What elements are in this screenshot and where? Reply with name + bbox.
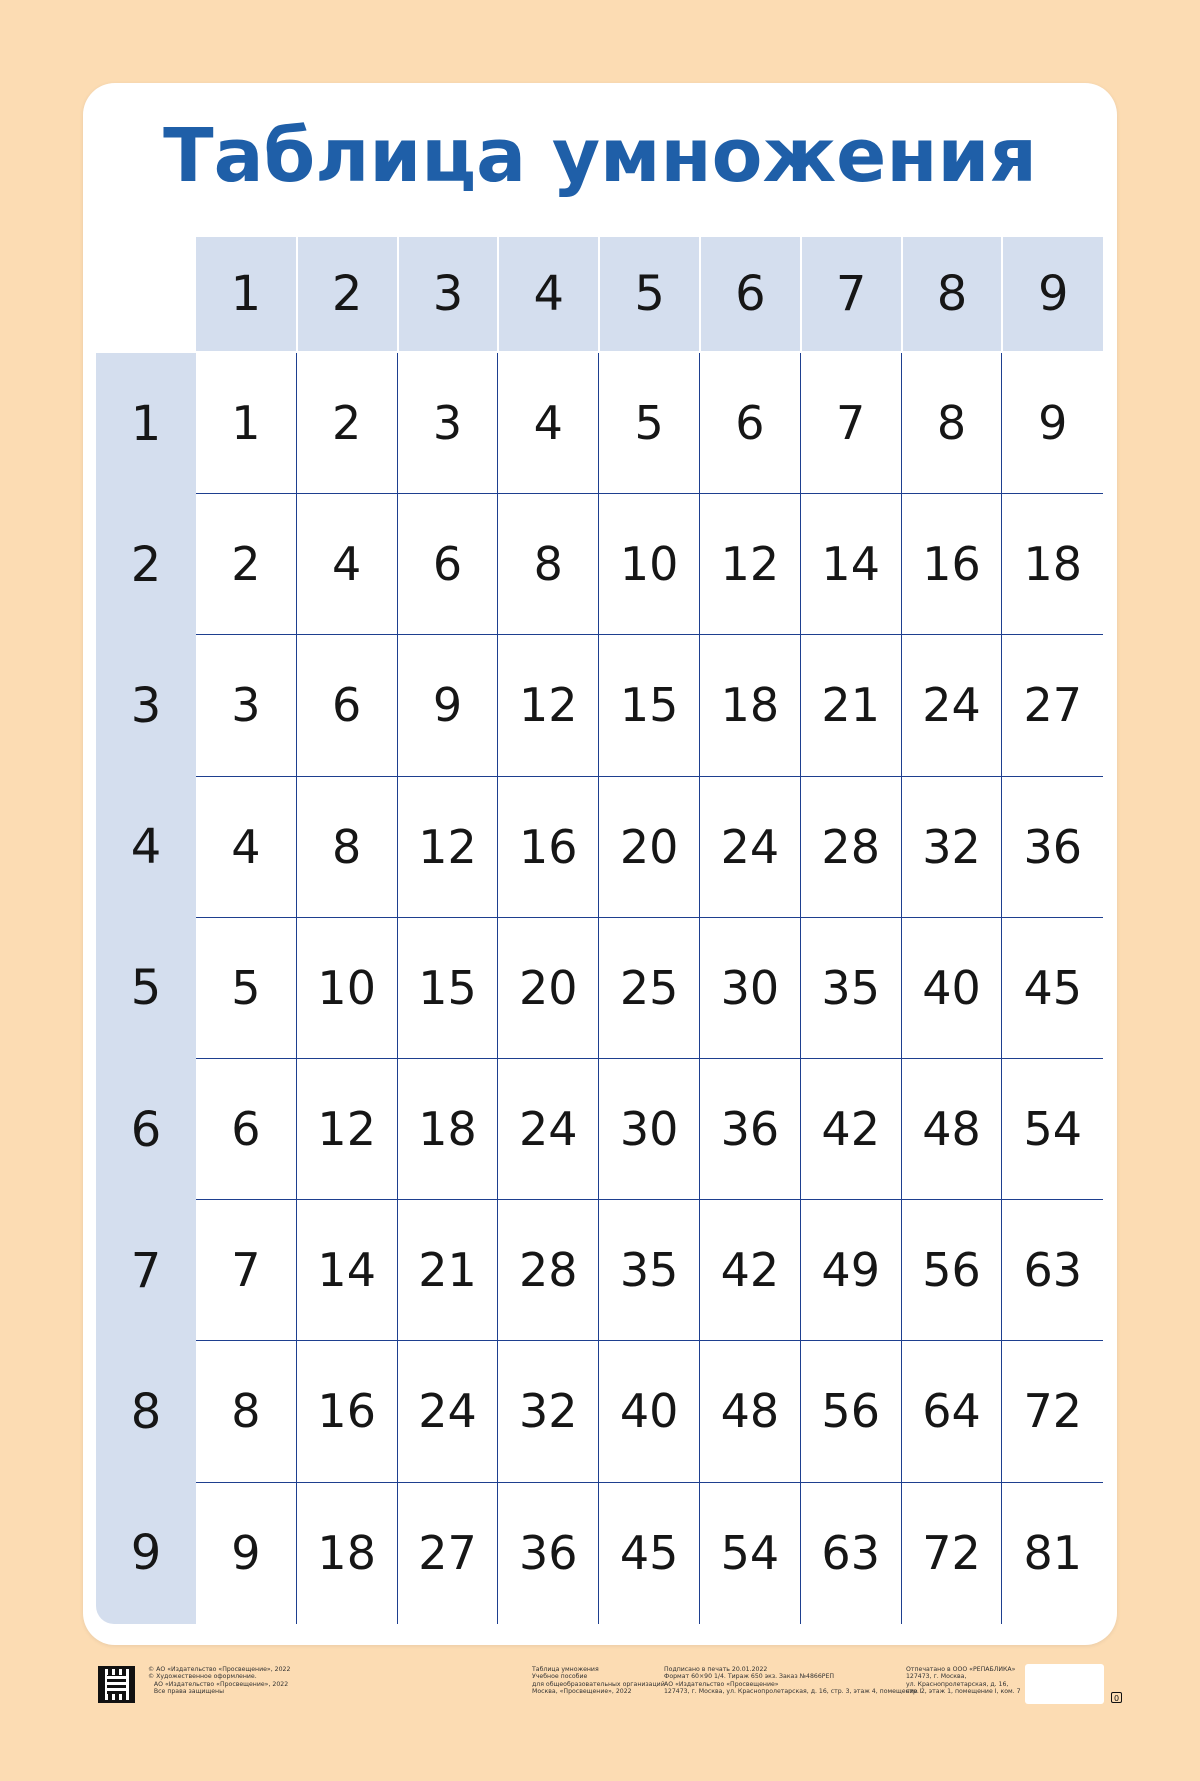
product-cell: 45 — [1002, 918, 1103, 1059]
product-cell: 3 — [196, 635, 297, 776]
product-cell: 56 — [801, 1341, 902, 1482]
footer-print-info: Подписано в печать 20.01.2022 Формат 60×90 1/4. Тираж 650 экз. Заказ №4866РЕП АО «Издательство «Просвещение» 127473, г. Москва, ул. Краснопролетарская, д. 16, стр. 3, этаж 4, помещение I — [664, 1666, 922, 1696]
poster-card — [83, 83, 1117, 1645]
product-cell: 42 — [700, 1200, 801, 1341]
product-cell: 24 — [902, 635, 1003, 776]
product-cell: 28 — [801, 777, 902, 918]
poster-title: Таблица умножения — [163, 113, 1037, 199]
product-cell: 9 — [1002, 353, 1103, 494]
product-cell: 63 — [1002, 1200, 1103, 1341]
product-cell: 3 — [398, 353, 499, 494]
row-header: 7 — [96, 1200, 196, 1341]
product-cell: 15 — [398, 918, 499, 1059]
product-cell: 14 — [297, 1200, 398, 1341]
product-cell: 15 — [599, 635, 700, 776]
product-cell: 5 — [196, 918, 297, 1059]
product-cell: 27 — [398, 1483, 499, 1624]
product-cell: 30 — [700, 918, 801, 1059]
product-cell: 18 — [297, 1483, 398, 1624]
product-cell: 2 — [196, 494, 297, 635]
product-cell: 35 — [801, 918, 902, 1059]
column-header: 1 — [196, 237, 296, 351]
product-cell: 5 — [599, 353, 700, 494]
product-cell: 9 — [196, 1483, 297, 1624]
product-cell: 36 — [498, 1483, 599, 1624]
product-cell: 8 — [498, 494, 599, 635]
product-cell: 12 — [297, 1059, 398, 1200]
product-cell: 63 — [801, 1483, 902, 1624]
product-cell: 54 — [700, 1483, 801, 1624]
product-cell: 6 — [297, 635, 398, 776]
column-header: 5 — [600, 237, 699, 351]
product-cell: 36 — [1002, 777, 1103, 918]
row-header: 3 — [96, 635, 196, 776]
product-cell: 27 — [1002, 635, 1103, 776]
column-header: 7 — [802, 237, 901, 351]
product-cell: 18 — [398, 1059, 499, 1200]
product-cell: 14 — [801, 494, 902, 635]
product-cell: 21 — [398, 1200, 499, 1341]
product-cell: 4 — [297, 494, 398, 635]
product-cell: 64 — [902, 1341, 1003, 1482]
product-cell: 9 — [398, 635, 499, 776]
product-cell: 24 — [398, 1341, 499, 1482]
product-cell: 8 — [297, 777, 398, 918]
product-cell: 12 — [398, 777, 499, 918]
column-header: 6 — [701, 237, 800, 351]
product-cell: 6 — [700, 353, 801, 494]
product-cell: 56 — [902, 1200, 1003, 1341]
stamp-area — [1025, 1664, 1104, 1704]
row-header: 4 — [96, 777, 196, 918]
product-cell: 24 — [498, 1059, 599, 1200]
row-header: 9 — [96, 1483, 196, 1624]
product-cell: 40 — [599, 1341, 700, 1482]
product-cell: 25 — [599, 918, 700, 1059]
product-cell: 2 — [297, 353, 398, 494]
product-cell: 16 — [498, 777, 599, 918]
product-cell: 8 — [902, 353, 1003, 494]
product-cell: 36 — [700, 1059, 801, 1200]
product-cell: 6 — [398, 494, 499, 635]
product-cell: 6 — [196, 1059, 297, 1200]
product-cell: 40 — [902, 918, 1003, 1059]
product-cell: 48 — [700, 1341, 801, 1482]
product-cell: 20 — [498, 918, 599, 1059]
product-cell: 32 — [902, 777, 1003, 918]
product-cell: 28 — [498, 1200, 599, 1341]
footer-printer-info: Отпечатано в ООО «РЕПАБЛИКА» 127473, г. Москва, ул. Краснопролетарская, д. 16, стр. 2, этаж 1, помещение I, ком. 7 — [906, 1666, 1021, 1696]
product-cell: 32 — [498, 1341, 599, 1482]
column-header: 4 — [499, 237, 598, 351]
column-header: 9 — [1003, 237, 1103, 351]
product-cell: 7 — [196, 1200, 297, 1341]
product-cell: 54 — [1002, 1059, 1103, 1200]
product-cell: 7 — [801, 353, 902, 494]
product-cell: 30 — [599, 1059, 700, 1200]
product-cell: 16 — [902, 494, 1003, 635]
product-cell: 12 — [498, 635, 599, 776]
column-header: 2 — [298, 237, 397, 351]
product-cell: 8 — [196, 1341, 297, 1482]
product-cell: 72 — [902, 1483, 1003, 1624]
row-header: 1 — [96, 353, 196, 494]
product-cell: 18 — [700, 635, 801, 776]
product-cell: 35 — [599, 1200, 700, 1341]
product-cell: 4 — [498, 353, 599, 494]
product-cell: 10 — [297, 918, 398, 1059]
product-cell: 45 — [599, 1483, 700, 1624]
product-cell: 20 — [599, 777, 700, 918]
product-cell: 21 — [801, 635, 902, 776]
product-cell: 81 — [1023, 1526, 1083, 1581]
imprint-footer — [0, 1666, 1200, 1726]
qr-code-icon — [98, 1666, 135, 1703]
footer-product-info: Таблица умножения Учебное пособие для общеобразовательных организаций Москва, «Просвещение», 2022 — [532, 1666, 665, 1696]
product-cell: 42 — [801, 1059, 902, 1200]
product-cell: 72 — [1002, 1341, 1103, 1482]
row-header: 2 — [96, 494, 196, 635]
row-header: 5 — [96, 918, 196, 1059]
product-cell: 48 — [902, 1059, 1003, 1200]
product-cell: 12 — [700, 494, 801, 635]
multiplication-grid — [96, 237, 1104, 1632]
product-cell: 16 — [297, 1341, 398, 1482]
product-cell: 4 — [196, 777, 297, 918]
product-cell: 49 — [801, 1200, 902, 1341]
row-header: 8 — [96, 1341, 196, 1482]
age-rating-mark: 0 — [1111, 1692, 1122, 1703]
product-cell: 10 — [599, 494, 700, 635]
product-cell: 18 — [1002, 494, 1103, 635]
row-header: 6 — [96, 1059, 196, 1200]
product-cell: 24 — [700, 777, 801, 918]
footer-copyright: © АО «Издательство «Просвещение», 2022 © Художественное оформление. АО «Издательство «Просвещение», 2022 Все права защищены — [148, 1666, 291, 1696]
product-cell: 1 — [196, 353, 297, 494]
column-header: 8 — [903, 237, 1002, 351]
column-header: 3 — [399, 237, 498, 351]
